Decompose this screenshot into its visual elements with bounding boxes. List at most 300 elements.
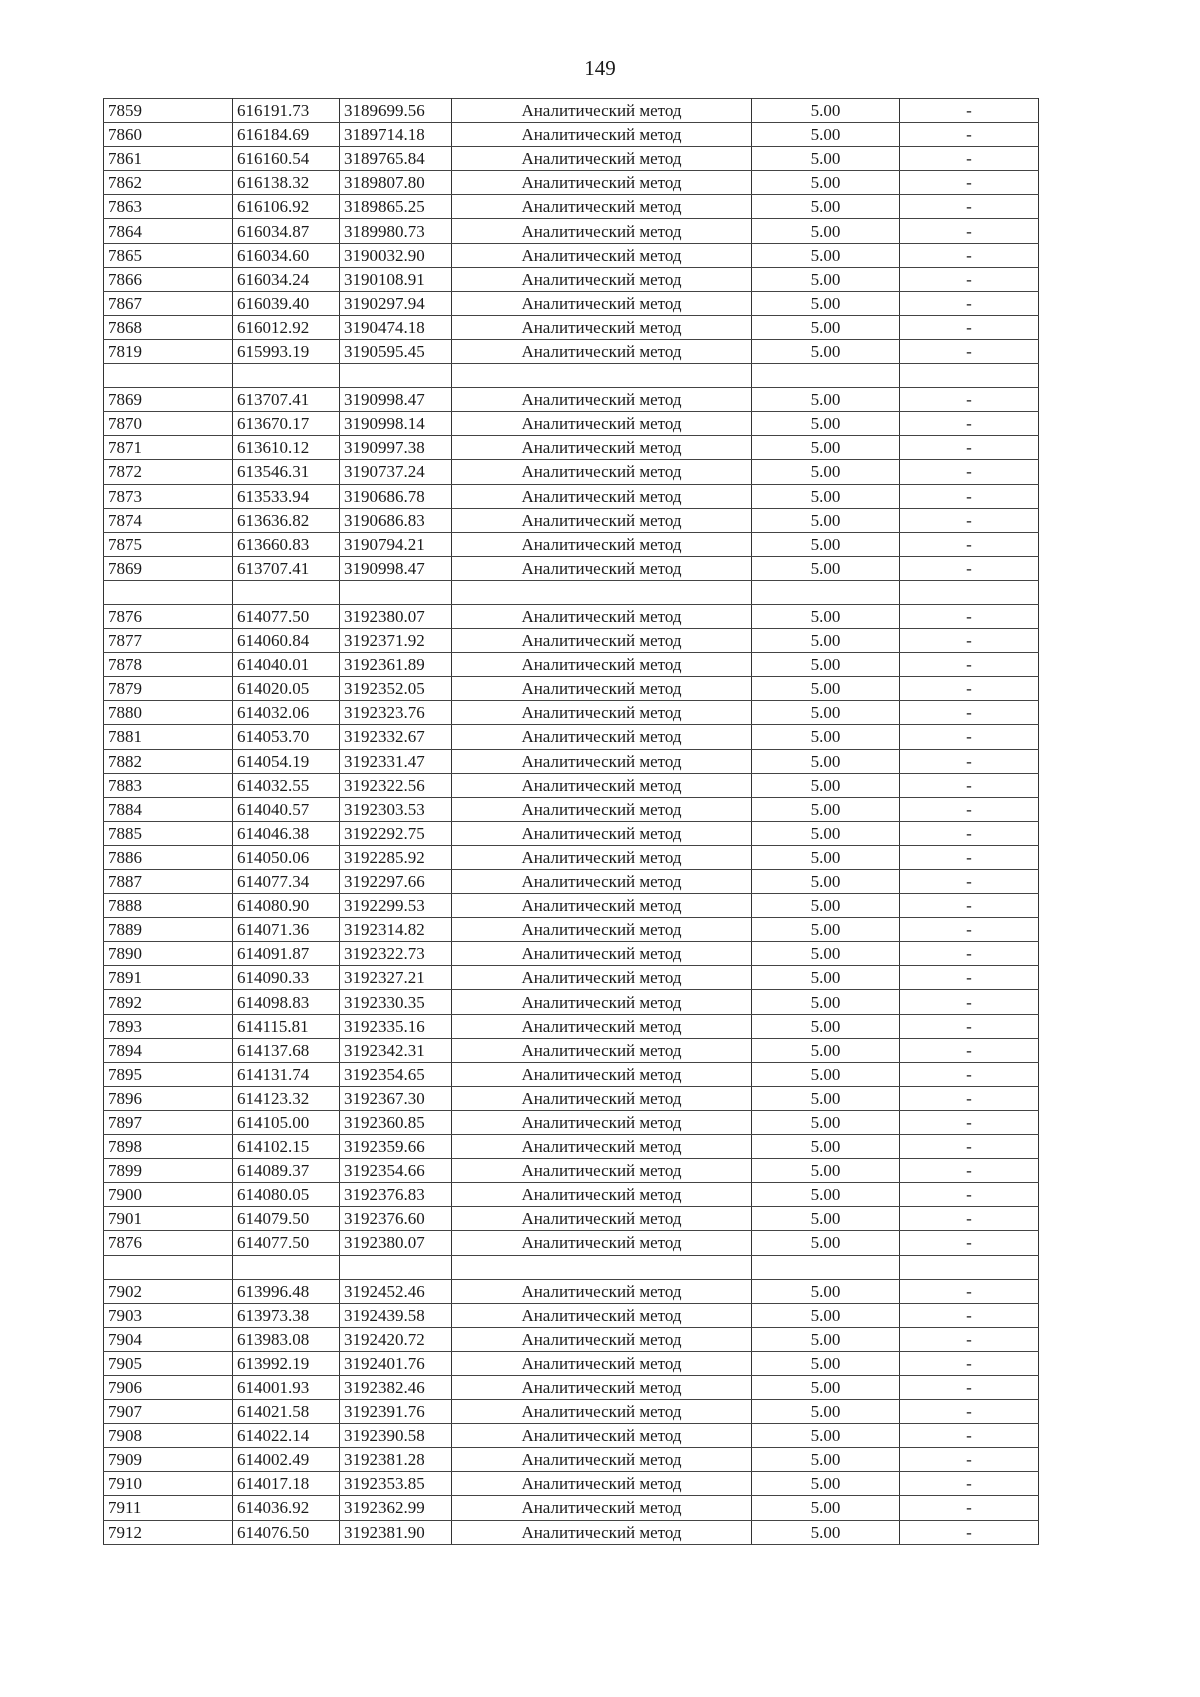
- coordinates-table: [103, 98, 1039, 1545]
- description-cell: -: [900, 99, 1039, 123]
- point-number-cell: 7907: [104, 1400, 233, 1424]
- method-cell: Аналитический метод: [452, 1110, 752, 1134]
- description-cell: -: [900, 629, 1039, 653]
- method-cell: Аналитический метод: [452, 291, 752, 315]
- description-cell: -: [900, 436, 1039, 460]
- point-number-cell: 7884: [104, 797, 233, 821]
- point-number-cell: 7911: [104, 1496, 233, 1520]
- table-row: [104, 966, 1039, 990]
- x-coordinate-cell: 613610.12: [233, 436, 340, 460]
- accuracy-cell: 5.00: [752, 339, 900, 363]
- y-coordinate-cell: 3189714.18: [340, 123, 452, 147]
- accuracy-cell: 5.00: [752, 1038, 900, 1062]
- table-row: [104, 1231, 1039, 1255]
- description-cell: -: [900, 701, 1039, 725]
- method-cell: Аналитический метод: [452, 966, 752, 990]
- point-number-cell: 7862: [104, 171, 233, 195]
- point-number-cell: 7876: [104, 604, 233, 628]
- accuracy-cell: 5.00: [752, 1159, 900, 1183]
- x-coordinate-cell: 613996.48: [233, 1279, 340, 1303]
- table-row: [104, 894, 1039, 918]
- x-coordinate-cell: 614050.06: [233, 845, 340, 869]
- y-coordinate-cell: 3192382.46: [340, 1375, 452, 1399]
- method-cell: Аналитический метод: [452, 821, 752, 845]
- description-cell: -: [900, 990, 1039, 1014]
- x-coordinate-cell: 613992.19: [233, 1351, 340, 1375]
- description-cell: -: [900, 1135, 1039, 1159]
- description-cell: -: [900, 604, 1039, 628]
- method-cell: Аналитический метод: [452, 749, 752, 773]
- table-row: [104, 653, 1039, 677]
- y-coordinate-cell: 3190686.83: [340, 508, 452, 532]
- description-cell: -: [900, 1375, 1039, 1399]
- y-coordinate-cell: 3192322.56: [340, 773, 452, 797]
- method-cell: Аналитический метод: [452, 123, 752, 147]
- y-coordinate-cell: 3192380.07: [340, 1231, 452, 1255]
- point-number-cell: 7888: [104, 894, 233, 918]
- table-row: [104, 870, 1039, 894]
- point-number-cell: 7883: [104, 773, 233, 797]
- description-cell: -: [900, 195, 1039, 219]
- empty-cell: [340, 580, 452, 604]
- y-coordinate-cell: 3192299.53: [340, 894, 452, 918]
- y-coordinate-cell: 3190595.45: [340, 339, 452, 363]
- description-cell: -: [900, 1207, 1039, 1231]
- description-cell: -: [900, 339, 1039, 363]
- description-cell: -: [900, 942, 1039, 966]
- x-coordinate-cell: 614017.18: [233, 1472, 340, 1496]
- empty-cell: [900, 1255, 1039, 1279]
- x-coordinate-cell: 614036.92: [233, 1496, 340, 1520]
- method-cell: Аналитический метод: [452, 677, 752, 701]
- table-row: [104, 1062, 1039, 1086]
- y-coordinate-cell: 3192367.30: [340, 1086, 452, 1110]
- method-cell: Аналитический метод: [452, 1014, 752, 1038]
- point-number-cell: 7859: [104, 99, 233, 123]
- method-cell: Аналитический метод: [452, 653, 752, 677]
- accuracy-cell: 5.00: [752, 315, 900, 339]
- point-number-cell: 7912: [104, 1520, 233, 1544]
- point-number-cell: 7894: [104, 1038, 233, 1062]
- description-cell: -: [900, 532, 1039, 556]
- table-row: [104, 1520, 1039, 1544]
- table-row: [104, 171, 1039, 195]
- method-cell: Аналитический метод: [452, 1159, 752, 1183]
- accuracy-cell: 5.00: [752, 725, 900, 749]
- description-cell: -: [900, 725, 1039, 749]
- method-cell: Аналитический метод: [452, 918, 752, 942]
- x-coordinate-cell: 614077.50: [233, 604, 340, 628]
- point-number-cell: 7887: [104, 870, 233, 894]
- empty-cell: [452, 364, 752, 388]
- accuracy-cell: 5.00: [752, 267, 900, 291]
- table-row: [104, 942, 1039, 966]
- x-coordinate-cell: 614131.74: [233, 1062, 340, 1086]
- description-cell: -: [900, 1472, 1039, 1496]
- table-row: [104, 1424, 1039, 1448]
- table-row: [104, 219, 1039, 243]
- method-cell: Аналитический метод: [452, 1086, 752, 1110]
- y-coordinate-cell: 3192361.89: [340, 653, 452, 677]
- accuracy-cell: 5.00: [752, 1520, 900, 1544]
- point-number-cell: 7903: [104, 1303, 233, 1327]
- y-coordinate-cell: 3192285.92: [340, 845, 452, 869]
- x-coordinate-cell: 614090.33: [233, 966, 340, 990]
- point-number-cell: 7909: [104, 1448, 233, 1472]
- table-row: [104, 1327, 1039, 1351]
- x-coordinate-cell: 616034.24: [233, 267, 340, 291]
- method-cell: Аналитический метод: [452, 870, 752, 894]
- y-coordinate-cell: 3192390.58: [340, 1424, 452, 1448]
- x-coordinate-cell: 614040.01: [233, 653, 340, 677]
- point-number-cell: 7904: [104, 1327, 233, 1351]
- y-coordinate-cell: 3192292.75: [340, 821, 452, 845]
- x-coordinate-cell: 614002.49: [233, 1448, 340, 1472]
- table-row: [104, 1086, 1039, 1110]
- accuracy-cell: 5.00: [752, 677, 900, 701]
- table-row: [104, 99, 1039, 123]
- description-cell: -: [900, 1062, 1039, 1086]
- accuracy-cell: 5.00: [752, 749, 900, 773]
- point-number-cell: 7869: [104, 556, 233, 580]
- accuracy-cell: 5.00: [752, 1400, 900, 1424]
- method-cell: Аналитический метод: [452, 1183, 752, 1207]
- table-row: [104, 532, 1039, 556]
- y-coordinate-cell: 3192322.73: [340, 942, 452, 966]
- point-number-cell: 7879: [104, 677, 233, 701]
- method-cell: Аналитический метод: [452, 532, 752, 556]
- accuracy-cell: 5.00: [752, 870, 900, 894]
- method-cell: Аналитический метод: [452, 725, 752, 749]
- accuracy-cell: 5.00: [752, 412, 900, 436]
- method-cell: Аналитический метод: [452, 195, 752, 219]
- description-cell: -: [900, 315, 1039, 339]
- x-coordinate-cell: 614060.84: [233, 629, 340, 653]
- empty-cell: [104, 364, 233, 388]
- accuracy-cell: 5.00: [752, 436, 900, 460]
- table-row: [104, 1207, 1039, 1231]
- y-coordinate-cell: 3192376.83: [340, 1183, 452, 1207]
- x-coordinate-cell: 614080.05: [233, 1183, 340, 1207]
- accuracy-cell: 5.00: [752, 291, 900, 315]
- accuracy-cell: 5.00: [752, 1183, 900, 1207]
- x-coordinate-cell: 613670.17: [233, 412, 340, 436]
- table-row: [104, 123, 1039, 147]
- description-cell: -: [900, 1086, 1039, 1110]
- y-coordinate-cell: 3192391.76: [340, 1400, 452, 1424]
- x-coordinate-cell: 614076.50: [233, 1520, 340, 1544]
- method-cell: Аналитический метод: [452, 1279, 752, 1303]
- table-row: [104, 1303, 1039, 1327]
- accuracy-cell: 5.00: [752, 508, 900, 532]
- x-coordinate-cell: 613546.31: [233, 460, 340, 484]
- y-coordinate-cell: 3192354.65: [340, 1062, 452, 1086]
- description-cell: -: [900, 966, 1039, 990]
- y-coordinate-cell: 3192314.82: [340, 918, 452, 942]
- point-number-cell: 7878: [104, 653, 233, 677]
- y-coordinate-cell: 3192332.67: [340, 725, 452, 749]
- accuracy-cell: 5.00: [752, 604, 900, 628]
- point-number-cell: 7877: [104, 629, 233, 653]
- description-cell: -: [900, 123, 1039, 147]
- accuracy-cell: 5.00: [752, 1207, 900, 1231]
- description-cell: -: [900, 1448, 1039, 1472]
- x-coordinate-cell: 614020.05: [233, 677, 340, 701]
- table-row: [104, 604, 1039, 628]
- table-row: [104, 412, 1039, 436]
- x-coordinate-cell: 614046.38: [233, 821, 340, 845]
- method-cell: Аналитический метод: [452, 604, 752, 628]
- y-coordinate-cell: 3192327.21: [340, 966, 452, 990]
- y-coordinate-cell: 3189765.84: [340, 147, 452, 171]
- x-coordinate-cell: 614115.81: [233, 1014, 340, 1038]
- y-coordinate-cell: 3192359.66: [340, 1135, 452, 1159]
- table-row: [104, 701, 1039, 725]
- point-number-cell: 7860: [104, 123, 233, 147]
- x-coordinate-cell: 613973.38: [233, 1303, 340, 1327]
- x-coordinate-cell: 614032.55: [233, 773, 340, 797]
- description-cell: -: [900, 147, 1039, 171]
- table-row: [104, 1014, 1039, 1038]
- accuracy-cell: 5.00: [752, 532, 900, 556]
- method-cell: Аналитический метод: [452, 243, 752, 267]
- y-coordinate-cell: 3190794.21: [340, 532, 452, 556]
- description-cell: -: [900, 1231, 1039, 1255]
- x-coordinate-cell: 613533.94: [233, 484, 340, 508]
- point-number-cell: 7868: [104, 315, 233, 339]
- table-row: [104, 1279, 1039, 1303]
- description-cell: -: [900, 267, 1039, 291]
- point-number-cell: 7898: [104, 1135, 233, 1159]
- accuracy-cell: 5.00: [752, 1231, 900, 1255]
- accuracy-cell: 5.00: [752, 484, 900, 508]
- method-cell: Аналитический метод: [452, 1207, 752, 1231]
- point-number-cell: 7910: [104, 1472, 233, 1496]
- table-row: [104, 1375, 1039, 1399]
- table-row: [104, 797, 1039, 821]
- description-cell: -: [900, 460, 1039, 484]
- point-number-cell: 7905: [104, 1351, 233, 1375]
- y-coordinate-cell: 3192452.46: [340, 1279, 452, 1303]
- x-coordinate-cell: 614098.83: [233, 990, 340, 1014]
- description-cell: -: [900, 556, 1039, 580]
- x-coordinate-cell: 614091.87: [233, 942, 340, 966]
- table-row: [104, 291, 1039, 315]
- description-cell: -: [900, 797, 1039, 821]
- method-cell: Аналитический метод: [452, 773, 752, 797]
- y-coordinate-cell: 3190032.90: [340, 243, 452, 267]
- table-row: [104, 1472, 1039, 1496]
- method-cell: Аналитический метод: [452, 412, 752, 436]
- y-coordinate-cell: 3190737.24: [340, 460, 452, 484]
- point-number-cell: 7865: [104, 243, 233, 267]
- empty-cell: [900, 364, 1039, 388]
- description-cell: -: [900, 1183, 1039, 1207]
- x-coordinate-cell: 616160.54: [233, 147, 340, 171]
- method-cell: Аналитический метод: [452, 797, 752, 821]
- description-cell: -: [900, 388, 1039, 412]
- x-coordinate-cell: 614040.57: [233, 797, 340, 821]
- table-row: [104, 990, 1039, 1014]
- method-cell: Аналитический метод: [452, 942, 752, 966]
- accuracy-cell: 5.00: [752, 195, 900, 219]
- x-coordinate-cell: 614080.90: [233, 894, 340, 918]
- method-cell: Аналитический метод: [452, 556, 752, 580]
- x-coordinate-cell: 616034.87: [233, 219, 340, 243]
- y-coordinate-cell: 3190998.47: [340, 556, 452, 580]
- method-cell: Аналитический метод: [452, 1062, 752, 1086]
- description-cell: -: [900, 773, 1039, 797]
- accuracy-cell: 5.00: [752, 918, 900, 942]
- point-number-cell: 7900: [104, 1183, 233, 1207]
- y-coordinate-cell: 3192354.66: [340, 1159, 452, 1183]
- description-cell: -: [900, 870, 1039, 894]
- x-coordinate-cell: 616106.92: [233, 195, 340, 219]
- x-coordinate-cell: 614077.50: [233, 1231, 340, 1255]
- accuracy-cell: 5.00: [752, 629, 900, 653]
- method-cell: Аналитический метод: [452, 147, 752, 171]
- x-coordinate-cell: 616191.73: [233, 99, 340, 123]
- x-coordinate-cell: 613660.83: [233, 532, 340, 556]
- table-row: [104, 821, 1039, 845]
- point-number-cell: 7886: [104, 845, 233, 869]
- description-cell: -: [900, 1279, 1039, 1303]
- x-coordinate-cell: 614102.15: [233, 1135, 340, 1159]
- y-coordinate-cell: 3192420.72: [340, 1327, 452, 1351]
- x-coordinate-cell: 613983.08: [233, 1327, 340, 1351]
- y-coordinate-cell: 3192297.66: [340, 870, 452, 894]
- table-row: [104, 556, 1039, 580]
- accuracy-cell: 5.00: [752, 460, 900, 484]
- description-cell: -: [900, 171, 1039, 195]
- accuracy-cell: 5.00: [752, 1351, 900, 1375]
- method-cell: Аналитический метод: [452, 1231, 752, 1255]
- point-number-cell: 7908: [104, 1424, 233, 1448]
- table-row: [104, 749, 1039, 773]
- table-row: [104, 460, 1039, 484]
- y-coordinate-cell: 3192323.76: [340, 701, 452, 725]
- table-row: [104, 267, 1039, 291]
- accuracy-cell: 5.00: [752, 1496, 900, 1520]
- point-number-cell: 7872: [104, 460, 233, 484]
- method-cell: Аналитический метод: [452, 388, 752, 412]
- method-cell: Аналитический метод: [452, 894, 752, 918]
- y-coordinate-cell: 3192360.85: [340, 1110, 452, 1134]
- table-row: [104, 508, 1039, 532]
- method-cell: Аналитический метод: [452, 1520, 752, 1544]
- point-number-cell: 7871: [104, 436, 233, 460]
- x-coordinate-cell: 614001.93: [233, 1375, 340, 1399]
- accuracy-cell: 5.00: [752, 894, 900, 918]
- x-coordinate-cell: 614053.70: [233, 725, 340, 749]
- y-coordinate-cell: 3192352.05: [340, 677, 452, 701]
- table-row: [104, 1448, 1039, 1472]
- method-cell: Аналитический метод: [452, 1351, 752, 1375]
- description-cell: -: [900, 219, 1039, 243]
- table-row: [104, 773, 1039, 797]
- method-cell: Аналитический метод: [452, 508, 752, 532]
- y-coordinate-cell: 3192342.31: [340, 1038, 452, 1062]
- x-coordinate-cell: 614054.19: [233, 749, 340, 773]
- y-coordinate-cell: 3192401.76: [340, 1351, 452, 1375]
- accuracy-cell: 5.00: [752, 653, 900, 677]
- accuracy-cell: 5.00: [752, 990, 900, 1014]
- point-number-cell: 7861: [104, 147, 233, 171]
- point-number-cell: 7870: [104, 412, 233, 436]
- table-row: [104, 1135, 1039, 1159]
- empty-cell: [900, 580, 1039, 604]
- x-coordinate-cell: 615993.19: [233, 339, 340, 363]
- method-cell: Аналитический метод: [452, 484, 752, 508]
- empty-cell: [452, 580, 752, 604]
- method-cell: Аналитический метод: [452, 99, 752, 123]
- description-cell: -: [900, 821, 1039, 845]
- accuracy-cell: 5.00: [752, 1375, 900, 1399]
- y-coordinate-cell: 3192335.16: [340, 1014, 452, 1038]
- y-coordinate-cell: 3192376.60: [340, 1207, 452, 1231]
- method-cell: Аналитический метод: [452, 1038, 752, 1062]
- table-row: [104, 484, 1039, 508]
- description-cell: -: [900, 484, 1039, 508]
- description-cell: -: [900, 1038, 1039, 1062]
- description-cell: -: [900, 1110, 1039, 1134]
- description-cell: -: [900, 845, 1039, 869]
- x-coordinate-cell: 614123.32: [233, 1086, 340, 1110]
- description-cell: -: [900, 1424, 1039, 1448]
- y-coordinate-cell: 3190998.47: [340, 388, 452, 412]
- table-row: [104, 629, 1039, 653]
- point-number-cell: 7901: [104, 1207, 233, 1231]
- empty-cell: [104, 1255, 233, 1279]
- accuracy-cell: 5.00: [752, 99, 900, 123]
- y-coordinate-cell: 3192439.58: [340, 1303, 452, 1327]
- table-row: [104, 845, 1039, 869]
- point-number-cell: 7863: [104, 195, 233, 219]
- point-number-cell: 7882: [104, 749, 233, 773]
- description-cell: -: [900, 508, 1039, 532]
- x-coordinate-cell: 613636.82: [233, 508, 340, 532]
- table-row: [104, 388, 1039, 412]
- x-coordinate-cell: 616012.92: [233, 315, 340, 339]
- table-row: [104, 147, 1039, 171]
- accuracy-cell: 5.00: [752, 388, 900, 412]
- description-cell: -: [900, 291, 1039, 315]
- x-coordinate-cell: 614089.37: [233, 1159, 340, 1183]
- table-row: [104, 1038, 1039, 1062]
- point-number-cell: 7897: [104, 1110, 233, 1134]
- accuracy-cell: 5.00: [752, 1135, 900, 1159]
- y-coordinate-cell: 3192381.28: [340, 1448, 452, 1472]
- y-coordinate-cell: 3192371.92: [340, 629, 452, 653]
- accuracy-cell: 5.00: [752, 821, 900, 845]
- accuracy-cell: 5.00: [752, 701, 900, 725]
- point-number-cell: 7864: [104, 219, 233, 243]
- x-coordinate-cell: 614071.36: [233, 918, 340, 942]
- empty-cell: [104, 580, 233, 604]
- accuracy-cell: 5.00: [752, 1327, 900, 1351]
- x-coordinate-cell: 614032.06: [233, 701, 340, 725]
- description-cell: -: [900, 653, 1039, 677]
- point-number-cell: 7880: [104, 701, 233, 725]
- table-row: [104, 1496, 1039, 1520]
- accuracy-cell: 5.00: [752, 1279, 900, 1303]
- y-coordinate-cell: 3190108.91: [340, 267, 452, 291]
- y-coordinate-cell: 3189980.73: [340, 219, 452, 243]
- empty-cell: [233, 364, 340, 388]
- empty-cell: [752, 1255, 900, 1279]
- empty-cell: [340, 364, 452, 388]
- description-cell: -: [900, 677, 1039, 701]
